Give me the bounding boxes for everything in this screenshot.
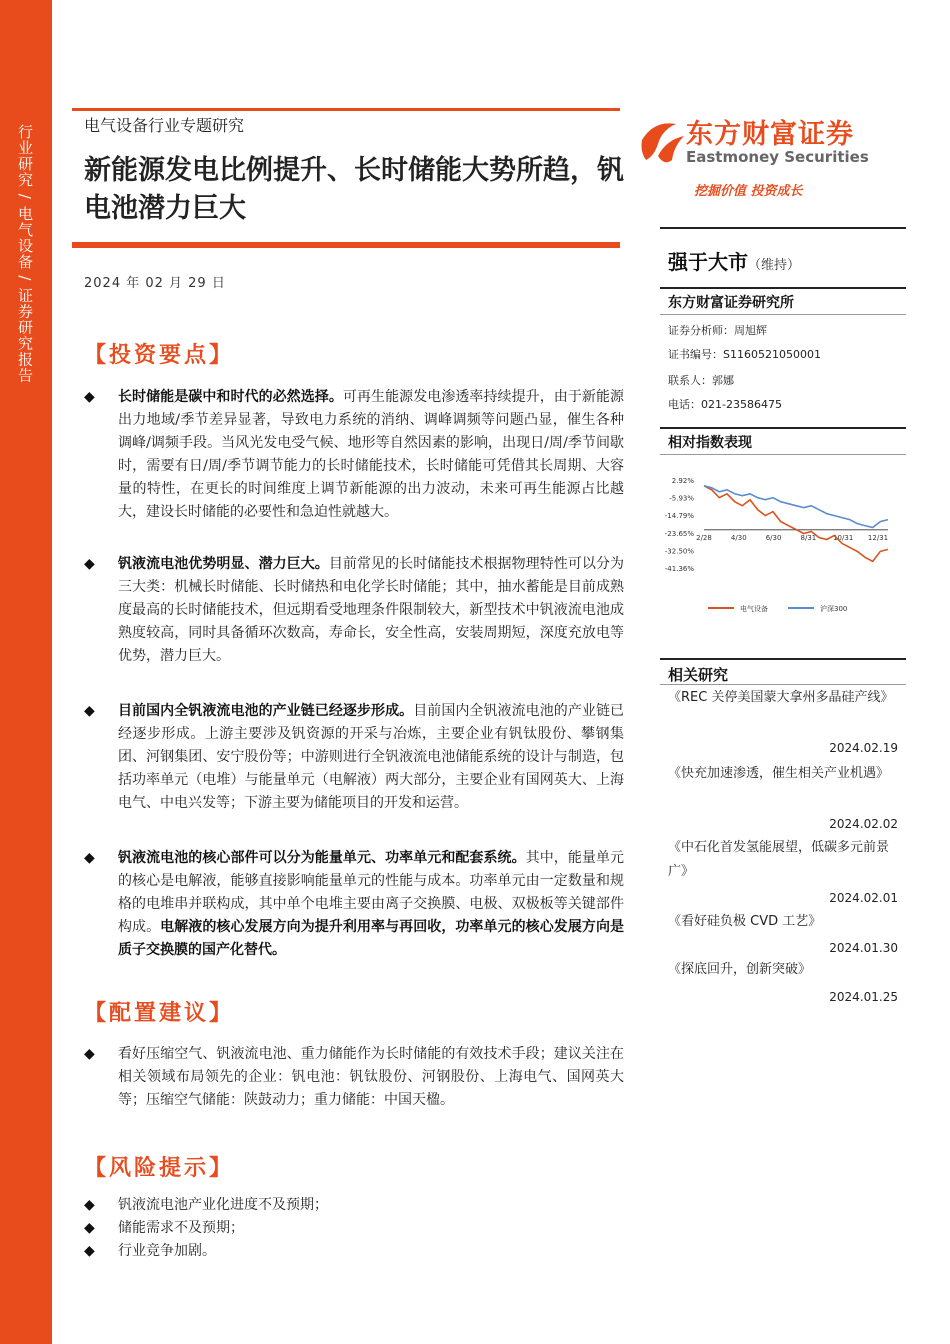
bullet-item (84, 1194, 624, 1217)
x-tick-label: 6/30 (765, 533, 782, 542)
bullet-text: 储能需求不及预期； (118, 1220, 244, 1236)
related-rule (660, 658, 906, 660)
related-item-date: 2024.01.25 (829, 990, 898, 1004)
sidebar-band (0, 0, 52, 1344)
rating-top-rule (660, 227, 906, 229)
diamond-bullet-icon: ◆ (84, 703, 95, 719)
bullet-text (118, 700, 624, 815)
header-top-rule (72, 108, 620, 111)
series-line (704, 486, 888, 562)
section-heading-allocation: 【配置建议】 (84, 1000, 235, 1026)
institute-rule (660, 287, 906, 289)
section-heading-investment: 【投资要点】 (84, 342, 235, 368)
x-tick-label: 4/30 (730, 533, 747, 542)
bullet-lead: 钒液流电池优势明显、潜力巨大。 (118, 556, 329, 572)
related-item-date: 2024.01.30 (829, 941, 898, 955)
related-item-title[interactable]: 《REC 关停美国蒙大拿州多晶硅产线》 (668, 690, 894, 705)
brand-slogan: 挖掘价值 投资成长 (694, 184, 803, 199)
section-heading-risks: 【风险提示】 (84, 1155, 235, 1181)
analyst-cert: 证书编号：S1160521050001 (668, 348, 821, 361)
series-line (704, 486, 888, 528)
diamond-bullet-icon: ◆ (84, 389, 95, 405)
y-tick-label: -32.50% (664, 547, 694, 556)
y-tick-label: -14.79% (664, 512, 694, 521)
performance-rule (660, 427, 906, 429)
report-date: 2024 年 02 月 29 日 (84, 276, 226, 291)
y-tick-label: -23.65% (664, 529, 694, 538)
rating-label (668, 246, 800, 275)
contact-phone: 电话：021-23586475 (668, 398, 782, 411)
institute-divider (660, 314, 906, 315)
bullet-item (84, 386, 624, 524)
x-tick-label: 2/28 (696, 533, 712, 542)
legend-label: 沪深300 (820, 605, 848, 613)
sidebar-category-label: 行业研究 / 电气设备 / 证券研究报告 (16, 124, 34, 384)
brand-name-en: Eastmoney Securities (686, 148, 869, 166)
related-title: 相关研究 (668, 666, 729, 684)
report-type: 电气设备行业专题研究 (84, 116, 245, 135)
performance-divider (660, 454, 906, 455)
rating-value: 强于大市 (668, 250, 748, 274)
bullet-lead: 钒液流电池的核心部件可以分为能量单元、功率单元和配套系统。 (118, 850, 526, 866)
bullet-text: 钒液流电池产业化进度不及预期； (118, 1197, 328, 1213)
performance-title: 相对指数表现 (668, 435, 752, 451)
x-tick-label: 12/31 (867, 533, 889, 542)
related-item-title[interactable]: 《看好硅负极 CVD 工艺》 (668, 914, 822, 929)
x-tick-label: 10/31 (833, 533, 854, 542)
bullet-item (84, 1217, 624, 1240)
y-tick-label: 2.92% (671, 477, 694, 485)
related-divider (660, 684, 906, 685)
bullet-lead: 目前国内全钒液流电池的产业链已经逐步形成。 (118, 703, 414, 719)
bullet-text (118, 847, 624, 962)
related-item-date: 2024.02.01 (829, 891, 898, 905)
contact-person: 联系人：郭娜 (668, 374, 734, 387)
bullet-item (84, 1240, 624, 1263)
report-title: 新能源发电比例提升、长时储能大势所趋，钒电池潜力巨大 (84, 155, 624, 224)
bullet-text: 行业竞争加剧。 (118, 1243, 216, 1259)
bullet-item (84, 847, 624, 962)
diamond-bullet-icon: ◆ (84, 1220, 95, 1236)
related-item-date: 2024.02.19 (829, 741, 898, 755)
bullet-item (84, 1043, 624, 1112)
related-item-title[interactable]: 《探底回升，创新突破》 (668, 962, 812, 977)
y-tick-label: -5.93% (669, 494, 694, 503)
diamond-bullet-icon: ◆ (84, 850, 95, 866)
relative-performance-chart (656, 466, 906, 626)
title-underline (72, 242, 620, 248)
bullet-lead: 长时储能是碳中和时代的必然选择。 (118, 389, 343, 405)
rating-note: （维持） (748, 258, 801, 273)
bullet-text (118, 553, 624, 668)
related-item-date: 2024.02.02 (829, 817, 898, 831)
bullet-text (118, 386, 624, 524)
analyst-name: 证券分析师：周旭辉 (668, 324, 767, 337)
bullet-body: 目前常见的长时储能技术根据物理特性可以分为三大类：机械长时储能、长时储热和电化学长时储能；其中，抽水蓄能是目前成熟度最高的长时储能技术，但远期看受地理条件限制较大，新型技术中钒液流电池成熟度较高，同时具备循环次数高，寿命长，安全性高，安装周期短，深度充放电等优势，潜力巨大。 (118, 556, 625, 664)
brand-name-cn: 东方财富证券 (686, 119, 854, 150)
bullet-tail: 电解液的核心发展方向为提升利用率与再回收，功率单元的核心发展方向是质子交换膜的国产化替代。 (118, 919, 624, 958)
bullet-item (84, 700, 624, 815)
y-tick-label: -41.36% (664, 565, 694, 573)
related-item-title[interactable]: 《中石化首发氢能展望，低碳多元前景广》 (668, 840, 890, 879)
bullet-text: 看好压缩空气、钒液流电池、重力储能作为长时储能的有效技术手段；建议关注在相关领域布局领先的企业：钒电池：钒钛股份、河钢股份、上海电气、国网英大等；压缩空气储能：陕鼓动力；重力储能：中国天楹。 (118, 1046, 624, 1108)
legend-label: 电气设备 (740, 605, 768, 613)
diamond-bullet-icon: ◆ (84, 1046, 95, 1062)
related-item-title[interactable]: 《快充加速渗透，催生相关产业机遇》 (668, 766, 890, 781)
institute-name: 东方财富证券研究所 (668, 295, 794, 311)
bullet-item (84, 553, 624, 668)
bullet-body: 目前国内全钒液流电池的产业链已经逐步形成。上游主要涉及钒资源的开采与冶炼，主要企业有钒钛股份、攀钢集团、河钢集团、安宁股份等；中游则进行全钒液流电池储能系统的设计与制造，包括功率单元（电堆）与能量单元（电解液）两大部分，主要企业有国网英大、上海电气、中电兴发等；下游主要为储能项目的开发和运营。 (118, 703, 625, 811)
bullet-body: 可再生能源发电渗透率持续提升，由于新能源出力地域/季节差异显著，导致电力系统的消纳、调峰调频等问题凸显，催生各种调峰/调频手段。当风光发电受气候、地形等自然因素的影响，出现日/周/季节间歇时，需要有日/周/季节调节能力的长时储能技术，长时储能可凭借其长周期、大容量的特性，在更长的时间维度上调节新能源的出力波动，未来可再生能源占比越大，建设长时储能的必要性和急迫性就越大。 (118, 389, 625, 520)
diamond-bullet-icon: ◆ (84, 556, 95, 572)
x-tick-label: 8/31 (800, 533, 817, 542)
diamond-bullet-icon: ◆ (84, 1243, 95, 1259)
diamond-bullet-icon: ◆ (84, 1197, 95, 1213)
bullet-body: 其中，能量单元的核心是电解液，能够直接影响能量单元的性能与成本。功率单元由一定数量和规格的电堆串并联构成，其中单个电堆主要由离子交换膜、电极、双极板等关键部件构成。 (118, 850, 624, 935)
